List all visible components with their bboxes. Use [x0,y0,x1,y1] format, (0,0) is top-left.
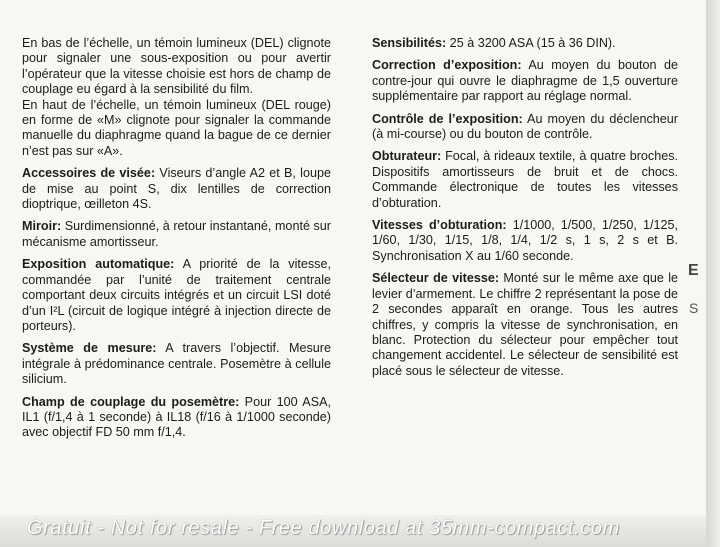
paragraph-term: Sensibilités: [372,36,447,50]
left-column [22,36,331,448]
paragraph-text: Au moyen du déclencheur (à mi-course) ou du bouton de contrôle. [372,111,678,142]
paragraph-text: Pour 100 ASA, IL1 (f/1,4 à 1 seconde) à IL18 (f/16 à 1/1000 seconde) avec objectif FD 50 mm f/1,4. [22,394,331,440]
paragraph-text: A priorité de la vitesse, commandée par l’unité de traitement centrale comportant deux circuits intégrés et un circuit LSI doté d’un I²L (circuit de logique intégré à injection directe de porteurs). [22,257,331,333]
paragraph-text: En bas de l’échelle, un témoin lumineux (DEL) clignote pour signaler une sous-exposition ou pour avertir l’opérateur que la vitesse choisie est hors de champ de couplage eu égard à la sensibilité du film. [22,36,331,97]
paragraph-text: Focal, à rideaux textile, à quatre broches. Dispositifs amortisseurs de bruit et de chocs. Commande électronique de toutes les vitesses d’obturation. [372,149,678,210]
paragraph [372,218,678,264]
paragraph-term: Contrôle de l’exposition: [372,111,523,126]
paragraph-text: 1/1000, 1/500, 1/250, 1/125, 1/60, 1/30, 1/15, 1/8, 1/4, 1/2 s, 1 s, 2 s et B. Synchronisation X au 1/60 seconde. [372,218,678,263]
paragraph-term: Accessoires de visée: [22,166,156,181]
paragraph-text: Viseurs d’angle A2 et B, loupe de mise au point S, dix lentilles de correction dioptrique, œilleton 4S. [22,166,331,212]
paragraph [22,341,331,387]
right-column [372,36,678,386]
watermark-text: Gratuit - Not for resale - Free download at 35mm-compact.com [27,517,620,539]
paragraph [372,58,678,104]
paragraph [372,149,678,211]
paragraph-term: Champ de couplage du posemètre: [22,394,240,409]
paragraph-text: Surdimensionné, à retour instantané, monté sur mécanisme amortisseur. [22,219,331,249]
paragraph-term: Exposition automatique: [22,257,175,272]
paragraph-term: Système de mesure: [22,341,157,356]
paragraph-text: En haut de l’échelle, un témoin lumineux (DEL rouge) en forme de «M» clignote pour signaler la commande manuelle du diaphragme quand la bague de ce dernier n’est pas sur «A». [22,97,331,158]
paragraph-term: Vitesses d’obturation: [372,218,507,233]
page-edge-shadow [706,0,720,547]
paragraph [372,112,678,143]
paragraph [22,257,331,334]
paragraph [22,166,331,212]
paragraph-term: Sélecteur de vitesse: [372,271,500,286]
edge-mark: S [689,300,699,316]
edge-mark: E [688,262,699,279]
paragraph [22,219,331,250]
paragraph [372,271,678,379]
paragraph-term: Correction d’exposition: [372,58,522,73]
paragraph-text: Au moyen du bouton de contre-jour qui ouvre le diaphragme de 1,5 ouverture supplémentaire par rapport au réglage normal. [372,58,678,104]
paragraph [22,395,331,441]
paragraph-term: Obturateur: [372,149,442,164]
paragraph-term: Miroir: [22,219,62,234]
paragraph [22,98,331,160]
paragraph [22,36,331,98]
paragraph-text: A travers l’objectif. Mesure intégrale à prédominance centrale. Posemètre à cellule silicium. [22,341,331,387]
paragraph [372,36,678,51]
paragraph-text: 25 à 3200 ASA (15 à 36 DIN). [446,36,616,50]
paragraph-text: Monté sur le même axe que le levier d’armement. Le chiffre 2 représentant la pose de 2 secondes apparaît en orange. Tous les autres chiffres, y compris la vitesse de synchronisation, en blanc. Protection du sélecteur pour empêcher tout changement accidentel. Le sélecteur de sensibilité est placé sous le sélecteur de vitesse. [372,271,678,378]
